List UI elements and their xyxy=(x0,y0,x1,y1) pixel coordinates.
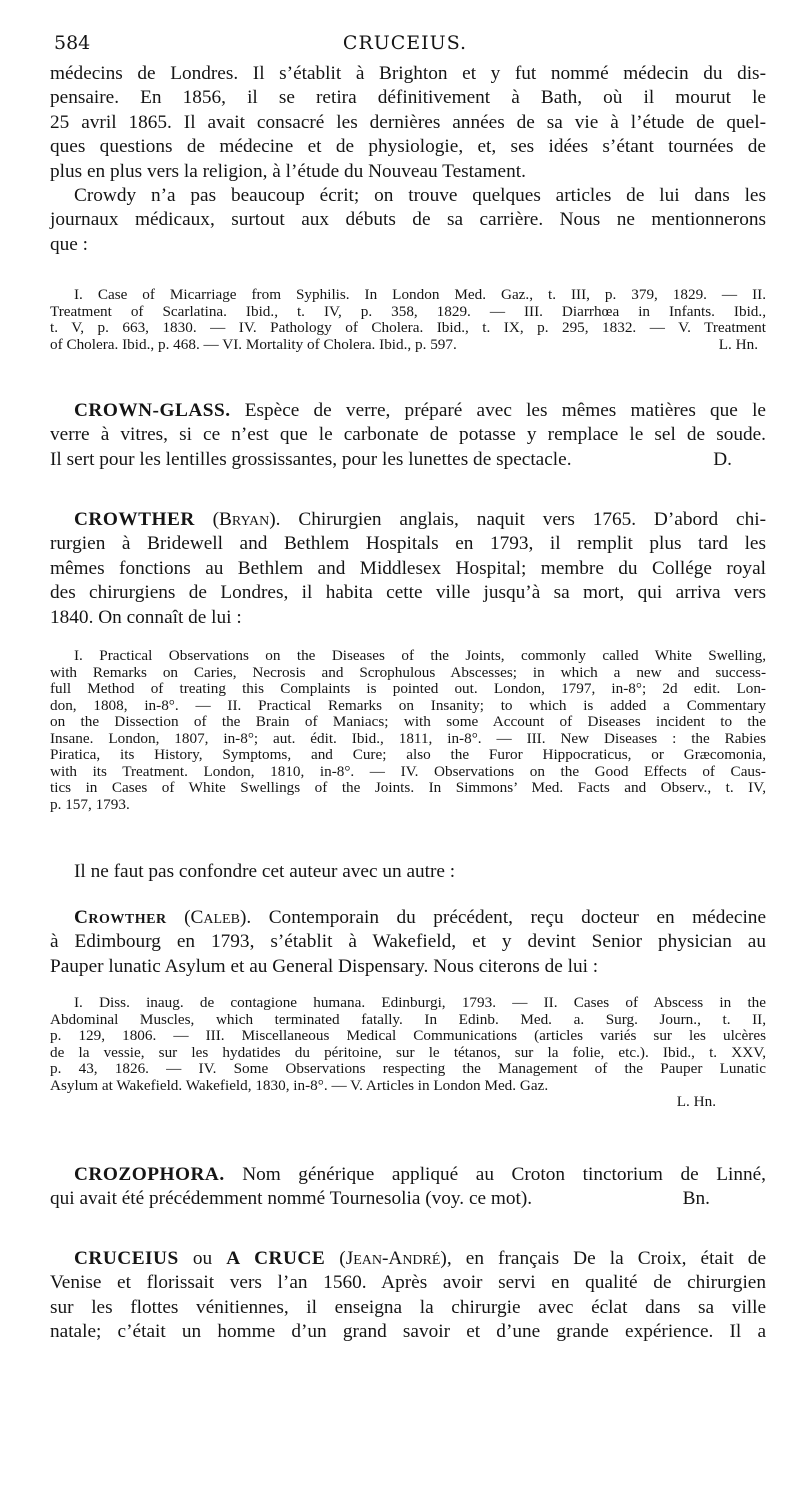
text-line: Pauper lunatic Asylum et au General Dispensary. Nous citerons de lui : xyxy=(50,955,599,977)
entry-name: (Bryan). xyxy=(212,509,281,530)
biblio-line: t. V, p. 663, 1830. — IV. Pathology of Cholera. Ibid., t. IX, p. 295, 1832. — V. Treatment xyxy=(50,319,766,336)
entry-headword: CROZOPHORA. xyxy=(74,1164,225,1185)
text-line: Il sert pour les lentilles grossissantes, pour les lunettes de spectacle. xyxy=(50,448,572,470)
biblio-line: p. 157, 1793. xyxy=(50,795,130,813)
entry-headword: Crowther xyxy=(74,907,167,928)
text-line: Contemporain du précédent, reçu docteur en médecine xyxy=(268,907,767,928)
text-line: rurgien à Bridewell and Bethlem Hospitals en 1793, il remplit plus tard les xyxy=(50,533,766,555)
biblio-line: with Remarks on Caries, Necrosis and Scrophulous Abscesses; in which a new and success- xyxy=(50,663,766,681)
entry-name: (Jean-André), xyxy=(339,1248,452,1269)
biblio-line: Asylum at Wakefield. Wakefield, 1830, in-8°. — V. Articles in London Med. Gaz. xyxy=(50,1076,549,1094)
entry-crowther-bryan xyxy=(50,508,766,630)
text-line: des chirurgiens de Londres, il habita cette ville jusqu’à sa mort, qui arriva vers xyxy=(50,582,766,604)
entry-crown-glass xyxy=(50,399,766,472)
biblio-line: tics in Cases of White Swellings of the Joints. In Simmons’ Med. Facts and Observ., t. IV, xyxy=(50,779,766,796)
entry-headword: CRUCEIUS xyxy=(74,1248,179,1269)
entry-cruceius xyxy=(50,1247,766,1345)
text-line: Crowdy n’a pas beaucoup écrit; on trouve quelques articles de lui dans les xyxy=(74,184,766,206)
text-line: 25 avril 1865. Il avait consacré les dernières années de sa vie à l’étude de quel- xyxy=(50,111,766,133)
author-signature: L. Hn. xyxy=(718,335,758,353)
text-line: Espèce de verre, préparé avec les mêmes matières que le xyxy=(244,400,766,421)
text-line: 1840. On connaît de lui : xyxy=(50,606,242,628)
biblio-line: Insane. London, 1807, in-8°; aut. édit. Ibid., 1811, in-8°. — III. New Diseases : the Rabies xyxy=(50,729,766,747)
entry-crowther-caleb xyxy=(50,906,766,979)
text-line: Nom générique appliqué au Croton tinctorium de Linné, xyxy=(242,1164,766,1185)
biblio-line: I. Case of Micarriage from Syphilis. In London Med. Gaz., t. III, p. 379, 1829. — II. xyxy=(74,286,766,303)
running-title: CRUCEIUS. xyxy=(342,32,468,54)
biblio-line: don, 1808, in-8°. — II. Practical Remarks on Insanity; to which is added a Commentary xyxy=(50,696,766,714)
biblio-line: p. 129, 1806. — III. Miscellaneous Medical Communications (articles variés sur les ulcères xyxy=(50,1027,766,1044)
text-line: Il ne faut pas confondre cet auteur avec un autre : xyxy=(74,861,456,882)
text-line: que : xyxy=(50,233,89,255)
text-line: à Edimbourg en 1793, s’établit à Wakefield, et y devint Senior physician au xyxy=(50,931,766,953)
biblio-line: Abdominal Muscles, which terminated fatally. In Edinb. Med. a. Surg. Journ., t. II, xyxy=(50,1010,766,1028)
entry-headword: CROWN-GLASS. xyxy=(74,400,231,421)
biblio-line: Treatment of Scarlatina. Ibid., t. IV, p. 358, 1829. — III. Diarrhœa in Infants. Ibid., xyxy=(50,302,766,320)
biblio-line: de la vessie, sur les hydatides du péritoine, sur le tétanos, sur la folie, etc.). Ibid., t. XXV, xyxy=(50,1043,766,1061)
text-line: plus en plus vers la religion, à l’étude du Nouveau Testament. xyxy=(50,160,526,182)
biblio-line: full Method of treating this Complaints is pointed out. London, 1797, in-8°; 2d edit. Lon- xyxy=(50,680,766,697)
entry-headword-alt: A CRUCE xyxy=(226,1248,326,1269)
text-line: Chirurgien anglais, naquit vers 1765. D’abord chi- xyxy=(298,509,767,530)
crowther-bryan-bibliography xyxy=(50,648,766,813)
author-signature: Bn. xyxy=(682,1188,710,1210)
confondre-note xyxy=(50,860,766,884)
text-line: pensaire. En 1856, il se retira définitivement à Bath, où il mourut le xyxy=(50,87,766,109)
biblio-line: on the Dissection of the Brain of Maniacs; with some Account of Diseases incident to the xyxy=(50,713,766,730)
text-line: médecins de Londres. Il s’établit à Brighton et y fut nommé médecin du dis- xyxy=(50,63,766,84)
page-number: 584 xyxy=(54,32,91,54)
crowdy-bibliography xyxy=(50,287,766,353)
page-header xyxy=(50,30,760,60)
entry-name: (Caleb). xyxy=(184,907,252,928)
text-line: qui avait été précédemment nommé Tournesolia (voy. ce mot). xyxy=(50,1188,533,1210)
text-line: sur les flottes vénitiennes, il enseigna la chirurgie avec éclat dans sa ville xyxy=(50,1296,766,1318)
biblio-line: I. Diss. inaug. de contagione humana. Edinburgi, 1793. — II. Cases of Abscess in the xyxy=(74,994,766,1011)
text-word: ou xyxy=(192,1248,213,1269)
text-line: en français De la Croix, était de xyxy=(465,1248,767,1269)
entry-headword: CROWTHER xyxy=(74,509,195,530)
intro-paragraph xyxy=(50,62,766,257)
crowther-caleb-bibliography xyxy=(50,995,766,1111)
text-line: Venise et florissait vers l’an 1560. Après avoir servi en qualité de chirurgien xyxy=(50,1272,766,1294)
text-line: journaux médicaux, surtout aux débuts de sa carrière. Nous ne mentionnerons xyxy=(50,209,766,231)
text-line: mêmes fonctions au Bethlem and Middlesex Hospital; membre du Collége royal xyxy=(50,557,766,579)
biblio-line: Piratica, its History, Symptoms, and Cure; also the Furor Hippocraticus, or Græcomonia, xyxy=(50,746,766,763)
text-line: ques questions de médecine et de physiologie, et, ses idées s’étant tournées de xyxy=(50,136,766,158)
biblio-line: p. 43, 1826. — IV. Some Observations respecting the Management of the Pauper Lunatic xyxy=(50,1060,766,1077)
author-signature: D. xyxy=(713,448,732,470)
biblio-line: of Cholera. Ibid., p. 468. — VI. Mortality of Cholera. Ibid., p. 597. xyxy=(50,335,457,353)
entry-crozophora xyxy=(50,1163,766,1212)
text-line: verre à vitres, si ce n’est que le carbonate de potasse y remplace le sel de soude. xyxy=(50,424,766,446)
biblio-line: I. Practical Observations on the Diseases of the Joints, commonly called White Swelling, xyxy=(74,647,766,664)
text-line: natale; c’était un homme d’un grand savoir et d’une grande expérience. Il a xyxy=(50,1321,766,1343)
biblio-line: with its Treatment. London, 1810, in-8°. — IV. Observations on the Good Effects of Caus- xyxy=(50,762,766,780)
author-signature: L. Hn. xyxy=(676,1093,716,1110)
